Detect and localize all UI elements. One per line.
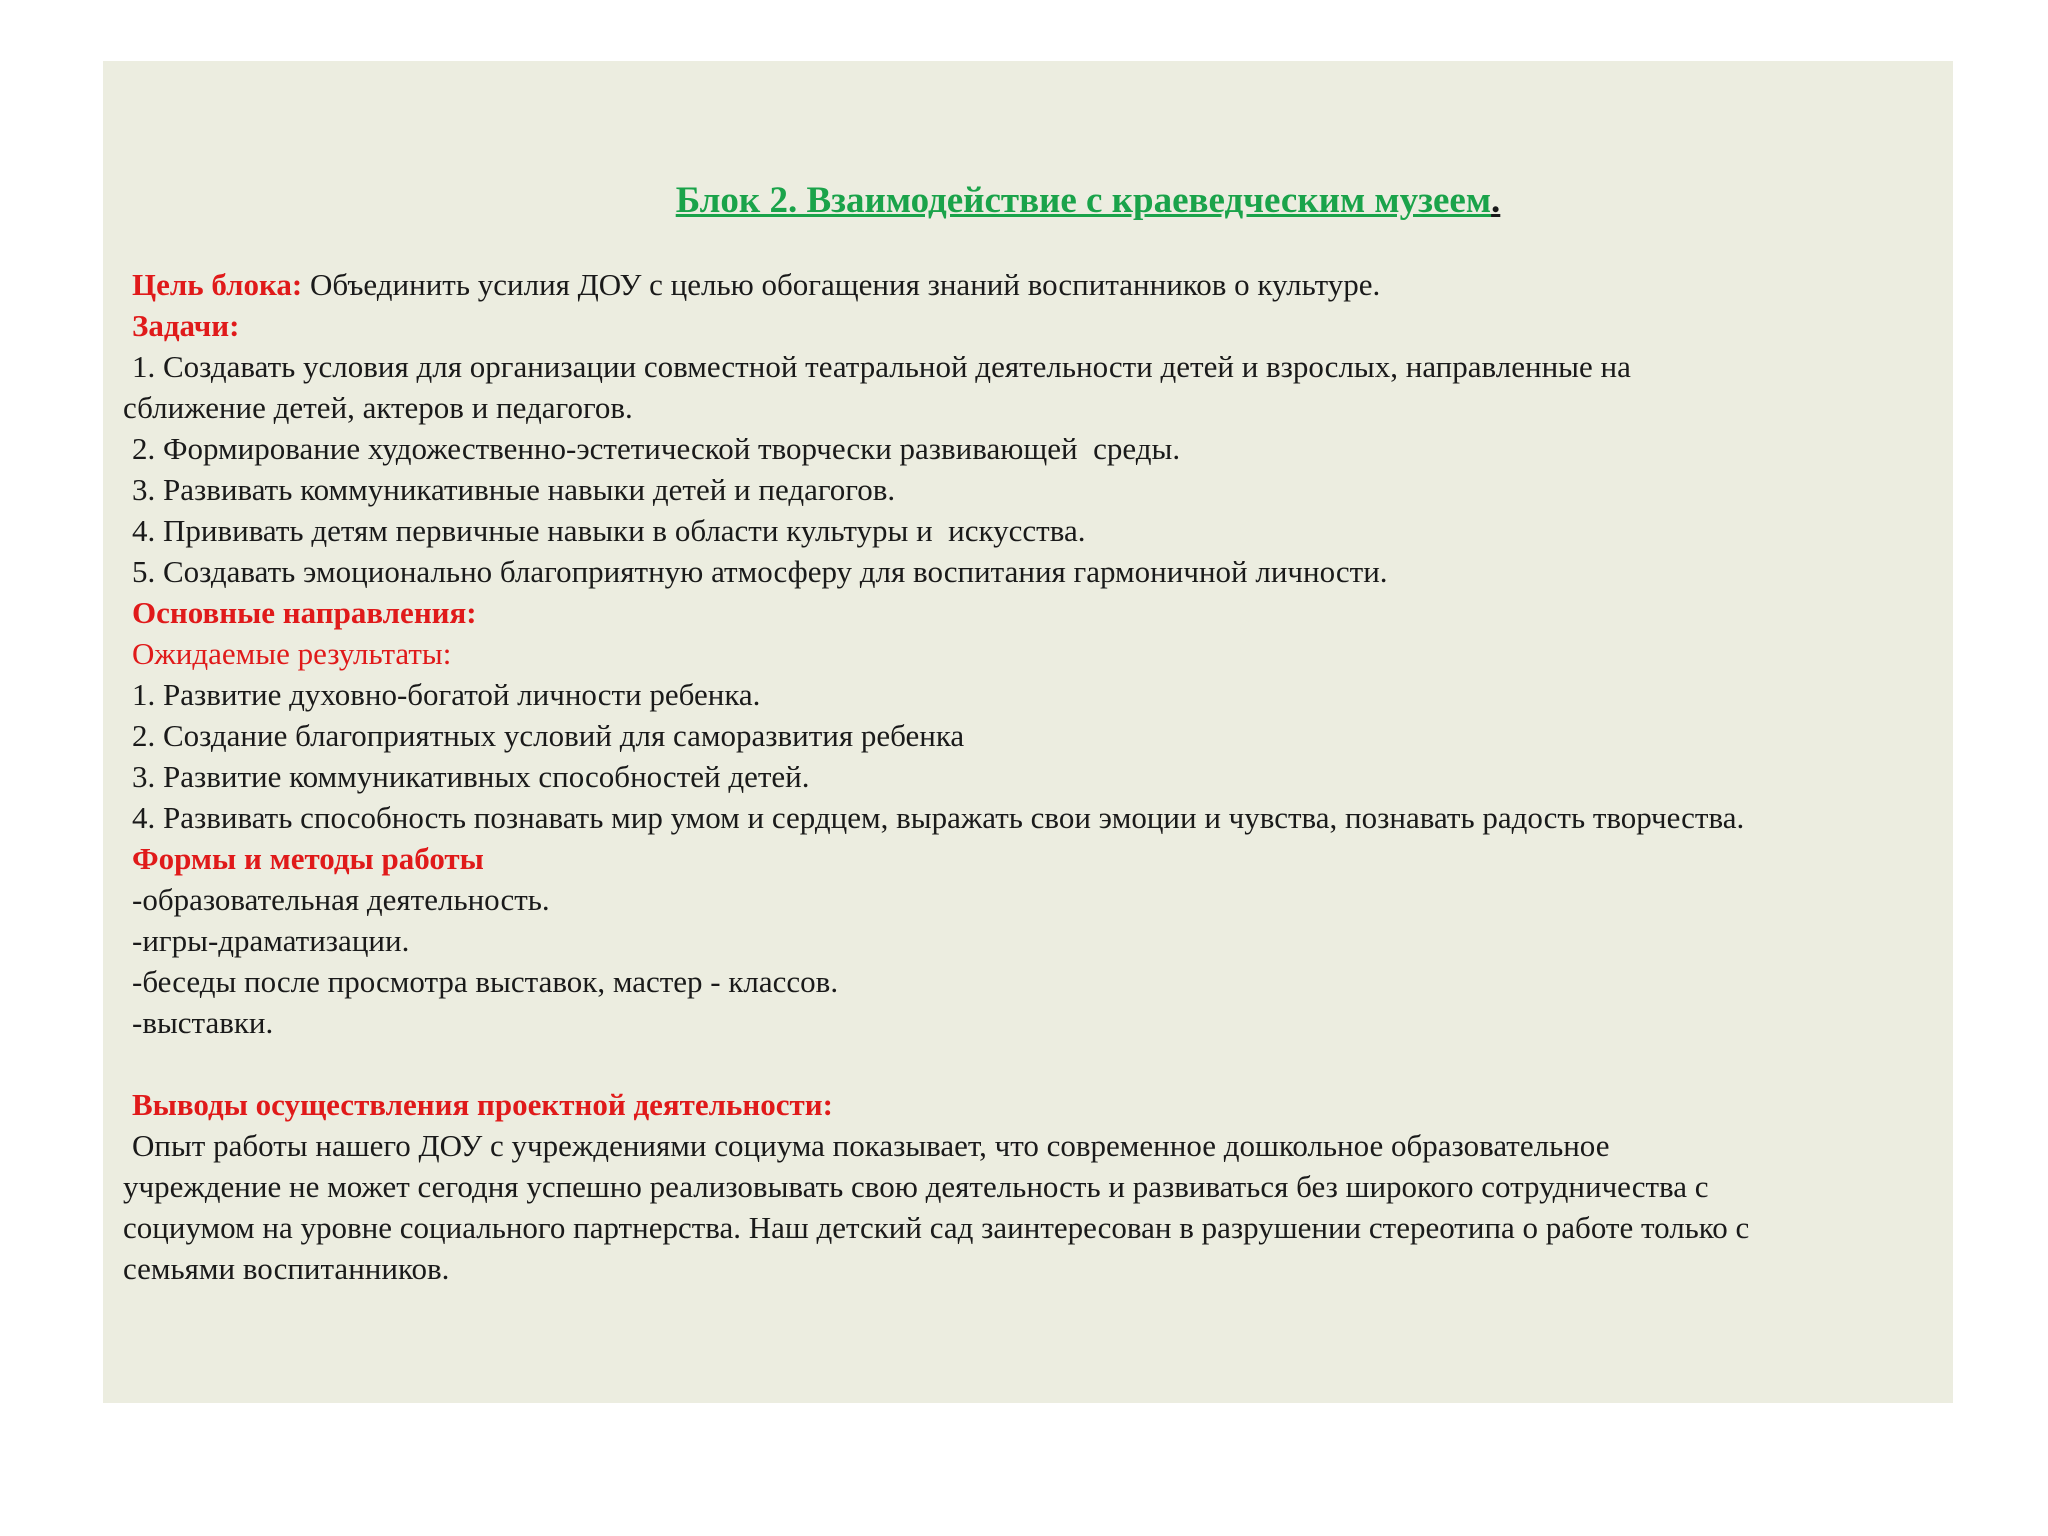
method-item-4: -выставки. — [132, 1005, 274, 1040]
conclusions-line-4: семьями воспитанников. — [123, 1251, 450, 1286]
method-item-3: -беседы после просмотра выставок, мастер - классов. — [132, 964, 839, 999]
conclusions-heading: Выводы осуществления проектной деятельности: — [132, 1087, 833, 1122]
method-item-2: -игры-драматизации. — [132, 923, 410, 958]
result-item-4: 4. Развивать способность познавать мир умом и сердцем, выражать свои эмоции и чувства, познавать радость творчества. — [132, 800, 1745, 835]
slide-title-text: Блок 2. Взаимодействие с краеведческим музеем — [675, 180, 1492, 221]
methods-heading: Формы и методы работы — [132, 841, 484, 876]
task-item-3: 3. Развивать коммуникативные навыки детей и педагогов. — [132, 472, 896, 507]
spacer — [123, 1043, 1943, 1084]
tasks-heading: Задачи: — [132, 308, 240, 343]
result-item-1: 1. Развитие духовно-богатой личности ребенка. — [132, 677, 761, 712]
task-item-2: 2. Формирование художественно-эстетической творчески развивающей среды. — [132, 431, 1181, 466]
results-heading: Ожидаемые результаты: — [132, 636, 452, 671]
slide-title — [123, 179, 1943, 223]
result-item-2: 2. Создание благоприятных условий для саморазвития ребенка — [132, 718, 965, 753]
task-item-1-line-1: 1. Создавать условия для организации совместной театральной деятельности детей и взрослых, направленные на — [132, 349, 1631, 384]
slide-body — [123, 264, 1943, 1289]
task-item-1-line-2: сближение детей, актеров и педагогов. — [123, 390, 633, 425]
task-item-4: 4. Прививать детям первичные навыки в области культуры и искусства. — [132, 513, 1086, 548]
slide-title-trailing: . — [1491, 180, 1501, 221]
task-item-5: 5. Создавать эмоционально благоприятную атмосферу для воспитания гармоничной личности. — [132, 554, 1388, 589]
goal-label: Цель блока: — [132, 267, 303, 302]
method-item-1: -образовательная деятельность. — [132, 882, 550, 917]
slide — [103, 61, 1953, 1403]
conclusions-line-3: социумом на уровне социального партнерства. Наш детский сад заинтересован в разрушении стереотипа о работе только с — [123, 1210, 1750, 1245]
goal-line — [123, 264, 1943, 305]
conclusions-line-2: учреждение не может сегодня успешно реализовывать свою деятельность и развиваться без широкого сотрудничества с — [123, 1169, 1709, 1204]
goal-text: Объединить усилия ДОУ с целью обогащения знаний воспитанников о культуре. — [302, 267, 1381, 302]
conclusions-line-1: Опыт работы нашего ДОУ с учреждениями социума показывает, что современное дошкольное образовательное — [132, 1128, 1610, 1163]
result-item-3: 3. Развитие коммуникативных способностей детей. — [132, 759, 810, 794]
directions-heading: Основные направления: — [132, 595, 477, 630]
